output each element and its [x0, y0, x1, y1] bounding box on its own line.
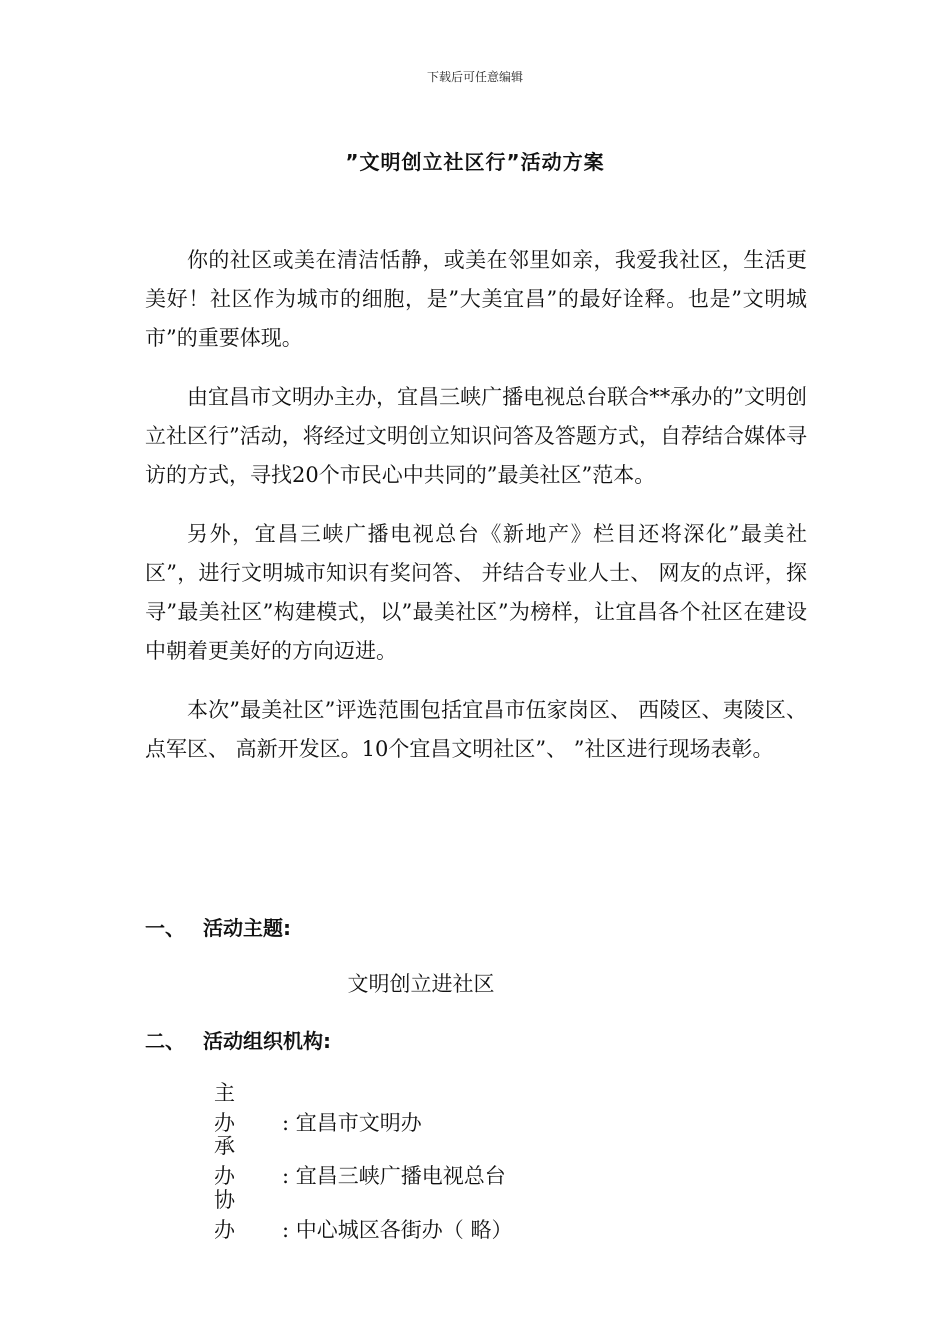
- paragraph-1: 你的社区或美在清洁恬静，或美在邻里如亲，我爱我社区，生活更美好！社区作为城市的细胞，是”大美宜昌”的最好诠释。也是”文明城市”的重要体现。: [145, 248, 807, 350]
- paragraph-4: 本次”最美社区”评选范围包括宜昌市伍家岗区、 西陵区、夷陵区、 点军区、 高新开发区。10个宜昌文明社区”、 ”社区进行现场表彰。: [145, 698, 807, 761]
- org-value: 宜昌三峡广播电视总台: [295, 1164, 506, 1188]
- org-value: 宜昌市文明办: [295, 1111, 422, 1135]
- section-number: 一、: [145, 916, 185, 940]
- theme-content: 文明创立进社区: [347, 972, 495, 996]
- section-heading-organization: [145, 1025, 331, 1054]
- org-separator: :: [282, 1164, 290, 1188]
- org-role: 主办: [214, 1081, 235, 1135]
- intro-body: [145, 241, 807, 789]
- org-row-coorganizer: [214, 1184, 512, 1244]
- org-role: 协办: [214, 1188, 235, 1242]
- paragraph-2: 由宜昌市文明办主办，宜昌三峡广播电视总台联合**承办的”文明创立社区行”活动，将经过文明创立知识问答及答题方式，自荐结合媒体寻访的方式，寻找20个市民心中共同的”最美社区”范本。: [145, 385, 807, 487]
- org-row-organizer: [214, 1130, 506, 1190]
- org-role: 承办: [214, 1134, 235, 1188]
- section-title: 活动主题:: [203, 916, 291, 940]
- header-note: 下载后可任意编辑: [426, 70, 523, 84]
- org-separator: :: [282, 1111, 290, 1135]
- section-number: 二、: [145, 1029, 185, 1053]
- paragraph-3: 另外，宜昌三峡广播电视总台《新地产》栏目还将深化”最美社区”，进行文明城市知识有奖问答、 并结合专业人士、 网友的点评，探寻”最美社区”构建模式，以”最美社区”为榜样，让宜昌各个社区在建设中朝着更美好的方向迈进。: [145, 522, 807, 663]
- org-row-host: [214, 1077, 422, 1137]
- section-heading-theme: [145, 912, 291, 941]
- section-title: 活动组织机构:: [203, 1029, 331, 1053]
- org-value: 中心城区各街办（ 略）: [295, 1218, 513, 1242]
- document-title: ”文明创立社区行”活动方案: [345, 150, 605, 174]
- org-separator: :: [282, 1218, 290, 1242]
